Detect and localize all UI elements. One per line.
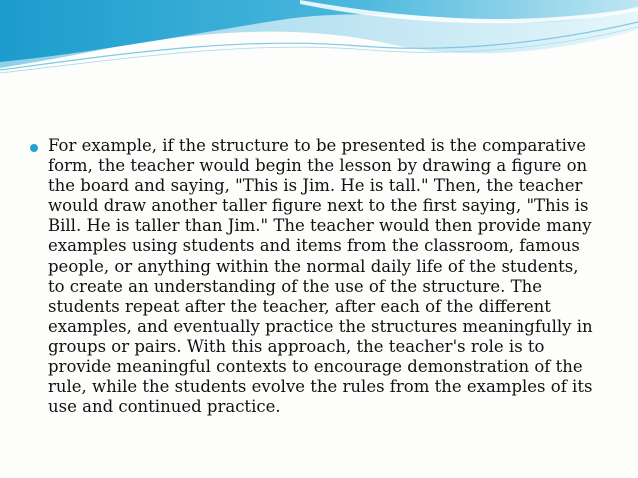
header-wave-decoration	[0, 0, 638, 90]
slide-content	[30, 136, 610, 417]
bullet-text: For example, if the structure to be presented is the comparative form, the teacher would begin the lesson by drawing a figure on the board and saying, "This is Jim. He is tall." Then, the teacher would draw another taller figure next to the first saying, "This is Bill. He is taller than Jim." The teacher would then provide many examples using students and items from the classroom, famous people, or anything within the normal daily life of the students, to create an understanding of the use of the structure. The students repeat after the teacher, after each of the different examples, and eventually practice the structures meaningfully in groups or pairs. With this approach, the teacher's role is to provide meaningful contexts to encourage demonstration of the rule, while the students evolve the rules from the examples of its use and continued practice.	[48, 136, 593, 417]
bullet-item	[30, 136, 610, 417]
bullet-dot-icon	[30, 144, 38, 152]
